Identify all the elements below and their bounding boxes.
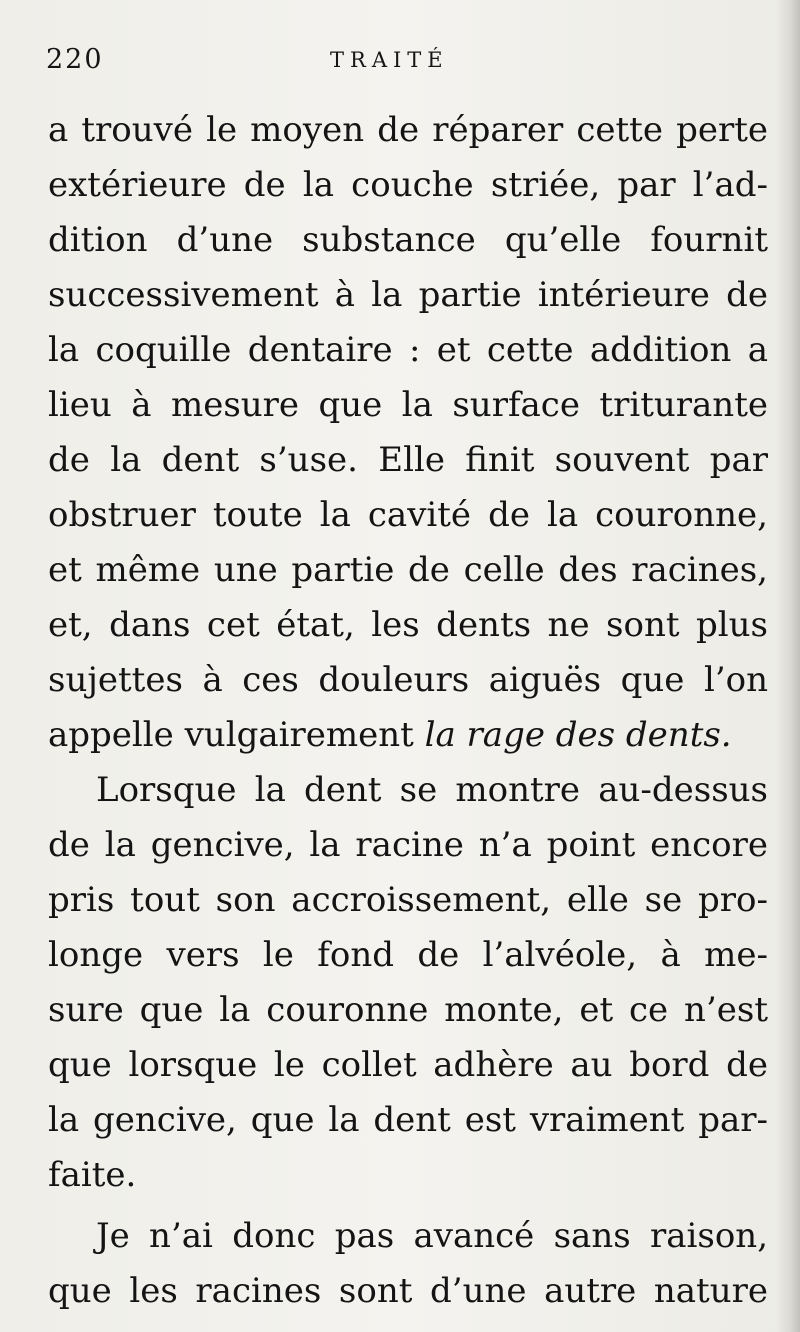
italic-phrase: la rage des dents. [424,715,732,755]
text-line: dition d’une substance qu’elle fournit [48,220,768,260]
line-roman-part: appelle vulgairement [48,715,425,755]
text-line: lieu à mesure que la surface triturante [48,385,768,425]
body-text [48,103,768,1319]
text-line-with-italic [48,708,768,763]
paragraph-last-line: faite. [48,1155,137,1195]
text-line: sure que la couronne monte, et ce n’est [48,990,768,1030]
page-number: 220 [46,44,104,75]
paragraph-first-line: Lorsque la dent se montre au-dessus [96,770,768,810]
text-line: a trouvé le moyen de réparer cette perte [48,110,768,150]
paragraph-first-line: Je n’ai donc pas avancé sans raison, [96,1216,768,1256]
text-line: longe vers le fond de l’alvéole, à me- [48,935,768,975]
page-edge-shadow [776,0,800,1332]
text-line: que les racines sont d’une autre nature [48,1271,768,1311]
text-line: et même une partie de celle des racines, [48,550,768,590]
text-line: que lorsque le collet adhère au bord de [48,1045,768,1085]
text-line: et, dans cet état, les dents ne sont plus [48,605,768,645]
text-line: extérieure de la couche striée, par l’ad- [48,165,768,205]
text-line: de la gencive, la racine n’a point encore [48,825,768,865]
running-head [0,44,800,84]
text-line: obstruer toute la cavité de la couronne, [48,495,768,535]
text-line: de la dent s’use. Elle finit souvent par [48,440,768,480]
text-line: pris tout son accroissement, elle se pro- [48,880,768,920]
text-line: la coquille dentaire : et cette addition a [48,330,768,370]
running-title: TRAITÉ [330,48,449,72]
text-line: sujettes à ces douleurs aiguës que l’on [48,660,768,700]
text-line: successivement à la partie intérieure de [48,275,768,315]
text-line: la gencive, que la dent est vraiment par- [48,1100,768,1140]
